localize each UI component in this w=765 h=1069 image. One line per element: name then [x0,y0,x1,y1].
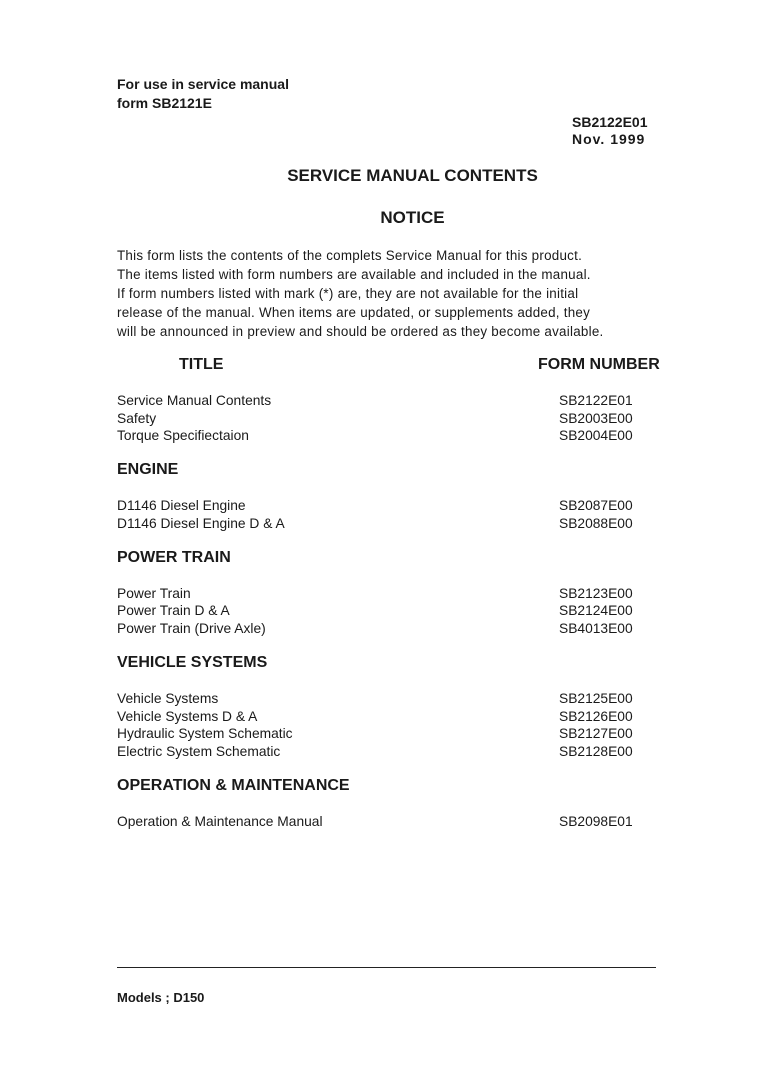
header-form-line: form SB2121E [117,95,212,111]
contents-row [117,709,637,727]
item-form-number: SB2124E00 [559,603,633,618]
notice-line: will be announced in preview and should be ordered as they become available. [117,324,604,339]
column-header-form-number: FORM NUMBER [538,356,660,373]
document-form-number: SB2122E01 [572,114,648,130]
item-title: Service Manual Contents [117,393,272,408]
item-form-number: SB2088E00 [559,516,633,531]
item-form-number: SB2128E00 [559,744,633,759]
contents-row [117,621,637,639]
contents-row [117,498,637,516]
item-title: D1146 Diesel Engine [117,498,246,513]
item-title: Power Train (Drive Axle) [117,621,266,636]
footer-models: Models ; D150 [117,990,205,1005]
item-form-number: SB2123E00 [559,586,633,601]
item-form-number: SB2004E00 [559,428,633,443]
notice-heading: NOTICE [380,208,445,227]
item-title: Torque Specifiectaion [117,428,249,443]
header-right [572,114,648,148]
item-form-number: SB2087E00 [559,498,633,513]
footer-divider [117,967,656,968]
item-form-number: SB4013E00 [559,621,633,636]
notice-line: If form numbers listed with mark (*) are, they are not available for the initial [117,286,579,301]
notice-line: release of the manual. When items are updated, or supplements added, they [117,305,591,320]
item-title: Vehicle Systems [117,691,219,706]
item-form-number: SB2122E01 [559,393,633,408]
item-title: Electric System Schematic [117,744,281,759]
section-heading-engine: ENGINE [117,461,179,478]
item-title: Power Train [117,586,191,601]
item-form-number: SB2098E01 [559,814,633,829]
contents-row [117,603,637,621]
notice-paragraph [117,246,657,341]
item-title: Vehicle Systems D & A [117,709,258,724]
header-left [117,75,289,113]
item-title: D1146 Diesel Engine D & A [117,516,285,531]
column-header-title: TITLE [179,356,224,373]
notice-line: The items listed with form numbers are available and included in the manual. [117,267,591,282]
page-title: SERVICE MANUAL CONTENTS [287,166,538,185]
item-title: Hydraulic System Schematic [117,726,293,741]
contents-row [117,516,637,534]
item-title: Safety [117,411,157,426]
contents-row [117,814,637,832]
contents-row [117,744,637,762]
contents-row [117,586,637,604]
notice-line: This form lists the contents of the complets Service Manual for this product. [117,248,583,263]
section-heading-power-train: POWER TRAIN [117,549,231,566]
contents-row [117,726,637,744]
item-form-number: SB2003E00 [559,411,633,426]
contents-row [117,411,637,429]
contents-row [117,691,637,709]
section-heading-operation-maintenance: OPERATION & MAINTENANCE [117,777,350,794]
item-form-number: SB2125E00 [559,691,633,706]
document-date: Nov. 1999 [572,131,646,147]
item-form-number: SB2126E00 [559,709,633,724]
header-usage-line: For use in service manual [117,76,289,92]
contents-row [117,393,637,411]
item-title: Operation & Maintenance Manual [117,814,323,829]
contents-row [117,428,637,446]
item-form-number: SB2127E00 [559,726,633,741]
section-heading-vehicle-systems: VEHICLE SYSTEMS [117,654,268,671]
item-title: Power Train D & A [117,603,230,618]
